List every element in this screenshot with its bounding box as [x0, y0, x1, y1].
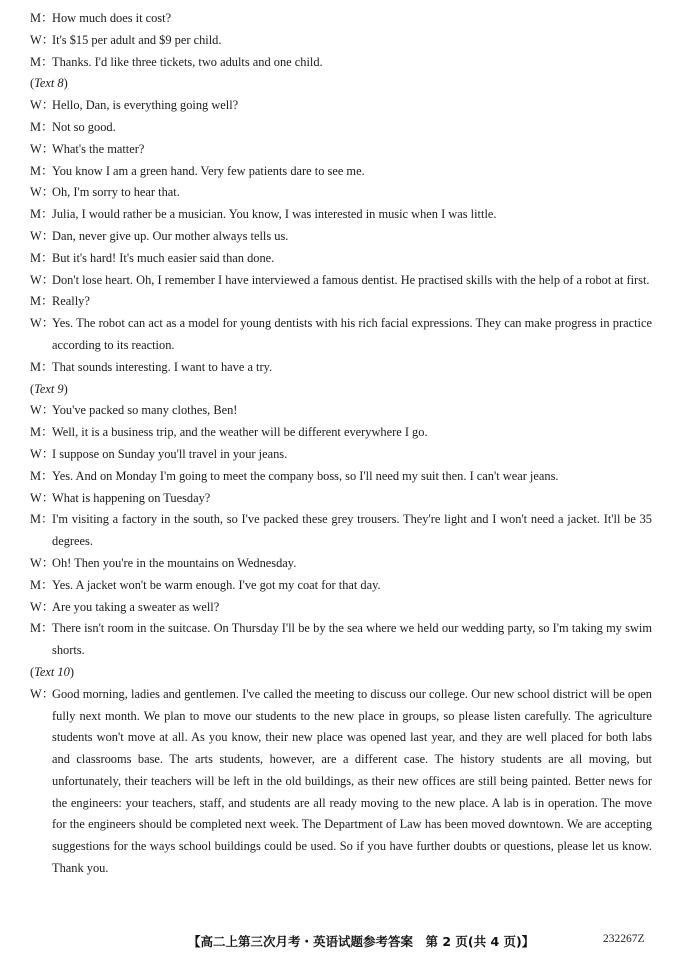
- dialogue-text: I suppose on Sunday you'll travel in your jeans.: [52, 446, 288, 461]
- speaker-label: M：: [30, 468, 54, 483]
- dialogue-text: Julia, I would rather be a musician. You know, I was interested in music when I was little.: [52, 207, 497, 222]
- dialogue-text: I'm visiting a factory in the south, so I've packed these grey trousers. They're light and I won't need a jacket. It'll be 35 degrees.: [52, 512, 652, 549]
- dialogue-line: [30, 139, 652, 161]
- dialogue-line: [30, 553, 652, 575]
- dialogue-text: Thanks. I'd like three tickets, two adults and one child.: [52, 54, 323, 69]
- dialogue-text: But it's hard! It's much easier said than done.: [52, 250, 275, 265]
- dialogue-line: [30, 204, 652, 226]
- dialogue-text: Yes. The robot can act as a model for young dentists with his rich facial expressions. They can make progress in practice according to its reaction.: [52, 316, 652, 352]
- speaker-label: M：: [30, 294, 54, 309]
- speaker-label: W：: [30, 141, 55, 156]
- dialogue-text: Well, it is a business trip, and the weather will be different everywhere I go.: [52, 425, 428, 440]
- speaker-label: M：: [30, 512, 54, 527]
- dialogue-text: Good morning, ladies and gentlemen. I've called the meeting to discuss our college. Our new school district will be open fully next month. We plan to move our students to the new place in groups, so please listen carefully. The agriculture students won't move at all. As you know, their new place was opened last year, and they are well placed for both labs and classrooms base. The arts students, however, are a different case. The history students are all moving, but unfortunately, their teachers will be left in the old buildings, as their new offices are still being painted. Better news for the engineers: your teachers, staff, and students are all ready moving to the new place. A lab is in operation. The move for the engineers should be completed next week. The Department of Law has been moved downtown. We are accepting suggestions for the ways school buildings could be used. So if you have further doubts or questions, please let us know. Thank you.: [52, 686, 652, 876]
- dialogue-line: [30, 8, 652, 30]
- dialogue-text: Dan, never give up. Our mother always tells us.: [52, 228, 289, 243]
- dialogue-text: You've packed so many clothes, Ben!: [52, 403, 238, 418]
- dialogue-text: How much does it cost?: [52, 11, 172, 25]
- speaker-label: M：: [30, 11, 54, 25]
- dialogue-line: [30, 466, 652, 488]
- dialogue-line: [30, 30, 652, 52]
- section-label: (Text 8): [30, 76, 68, 91]
- speaker-label: W：: [30, 686, 55, 701]
- dialogue-line: [30, 182, 652, 204]
- speaker-label: W：: [30, 185, 55, 200]
- dialogue-text: Not so good.: [52, 119, 116, 134]
- footer-code: 232267Z: [603, 933, 645, 945]
- dialogue-line: [30, 575, 652, 597]
- speaker-label: M：: [30, 163, 54, 178]
- dialogue-line: [30, 400, 652, 422]
- dialogue-line: [30, 618, 652, 662]
- speaker-label: W：: [30, 98, 55, 113]
- dialogue-text: Yes. A jacket won't be warm enough. I've got my coat for that day.: [52, 577, 381, 592]
- dialogue-line: [30, 684, 652, 880]
- speaker-label: W：: [30, 316, 55, 331]
- page-footer: [0, 932, 677, 952]
- transcript-body: [30, 8, 652, 880]
- dialogue-text: What is happening on Tuesday?: [52, 490, 211, 505]
- dialogue-line: [30, 248, 652, 270]
- dialogue-line: [30, 270, 652, 292]
- speaker-label: W：: [30, 490, 55, 505]
- speaker-label: M：: [30, 577, 54, 592]
- dialogue-text: Are you taking a sweater as well?: [52, 599, 220, 614]
- dialogue-line: [30, 95, 652, 117]
- dialogue-text: It's $15 per adult and $9 per child.: [52, 32, 222, 47]
- dialogue-line: [30, 52, 652, 74]
- dialogue-text: Oh, I'm sorry to hear that.: [52, 185, 180, 200]
- dialogue-line: [30, 597, 652, 619]
- section-label: (Text 10): [30, 664, 74, 679]
- footer-title: 【高二上第三次月考・英语试题参考答案 第 2 页(共 4 页)】: [188, 934, 535, 949]
- speaker-label: M：: [30, 119, 54, 134]
- dialogue-line: [30, 161, 652, 183]
- speaker-label: W：: [30, 599, 55, 614]
- dialogue-text: Oh! Then you're in the mountains on Wednesday.: [52, 555, 297, 570]
- dialogue-text: That sounds interesting. I want to have a try.: [52, 359, 273, 374]
- dialogue-line: [30, 226, 652, 248]
- speaker-label: M：: [30, 250, 54, 265]
- dialogue-line: [30, 357, 652, 379]
- dialogue-text: Yes. And on Monday I'm going to meet the company boss, so I'll need my suit then. I can't wear jeans.: [52, 468, 559, 483]
- dialogue-line: [30, 422, 652, 444]
- speaker-label: W：: [30, 555, 55, 570]
- speaker-label: M：: [30, 207, 54, 222]
- dialogue-line: [30, 509, 652, 553]
- dialogue-text: Hello, Dan, is everything going well?: [52, 98, 239, 113]
- dialogue-text: Don't lose heart. Oh, I remember I have interviewed a famous dentist. He practised skills with the help of a robot at first.: [52, 272, 650, 287]
- speaker-label: M：: [30, 425, 54, 440]
- speaker-label: M：: [30, 54, 54, 69]
- dialogue-line: [30, 117, 652, 139]
- dialogue-text: What's the matter?: [52, 141, 145, 156]
- speaker-label: W：: [30, 228, 55, 243]
- speaker-label: W：: [30, 446, 55, 461]
- section-label: (Text 9): [30, 381, 68, 396]
- speaker-label: W：: [30, 272, 55, 287]
- dialogue-line: [30, 488, 652, 510]
- speaker-label: W：: [30, 403, 55, 418]
- dialogue-line: [30, 444, 652, 466]
- dialogue-text: Really?: [52, 294, 90, 309]
- dialogue-text: There isn't room in the suitcase. On Thursday I'll be by the sea where we held our wedding party, so I'm taking my swim shorts.: [52, 621, 652, 658]
- dialogue-line: [30, 313, 652, 357]
- speaker-label: M：: [30, 359, 54, 374]
- speaker-label: M：: [30, 621, 54, 636]
- dialogue-line: [30, 291, 652, 313]
- speaker-label: W：: [30, 32, 55, 47]
- dialogue-text: You know I am a green hand. Very few patients dare to see me.: [52, 163, 365, 178]
